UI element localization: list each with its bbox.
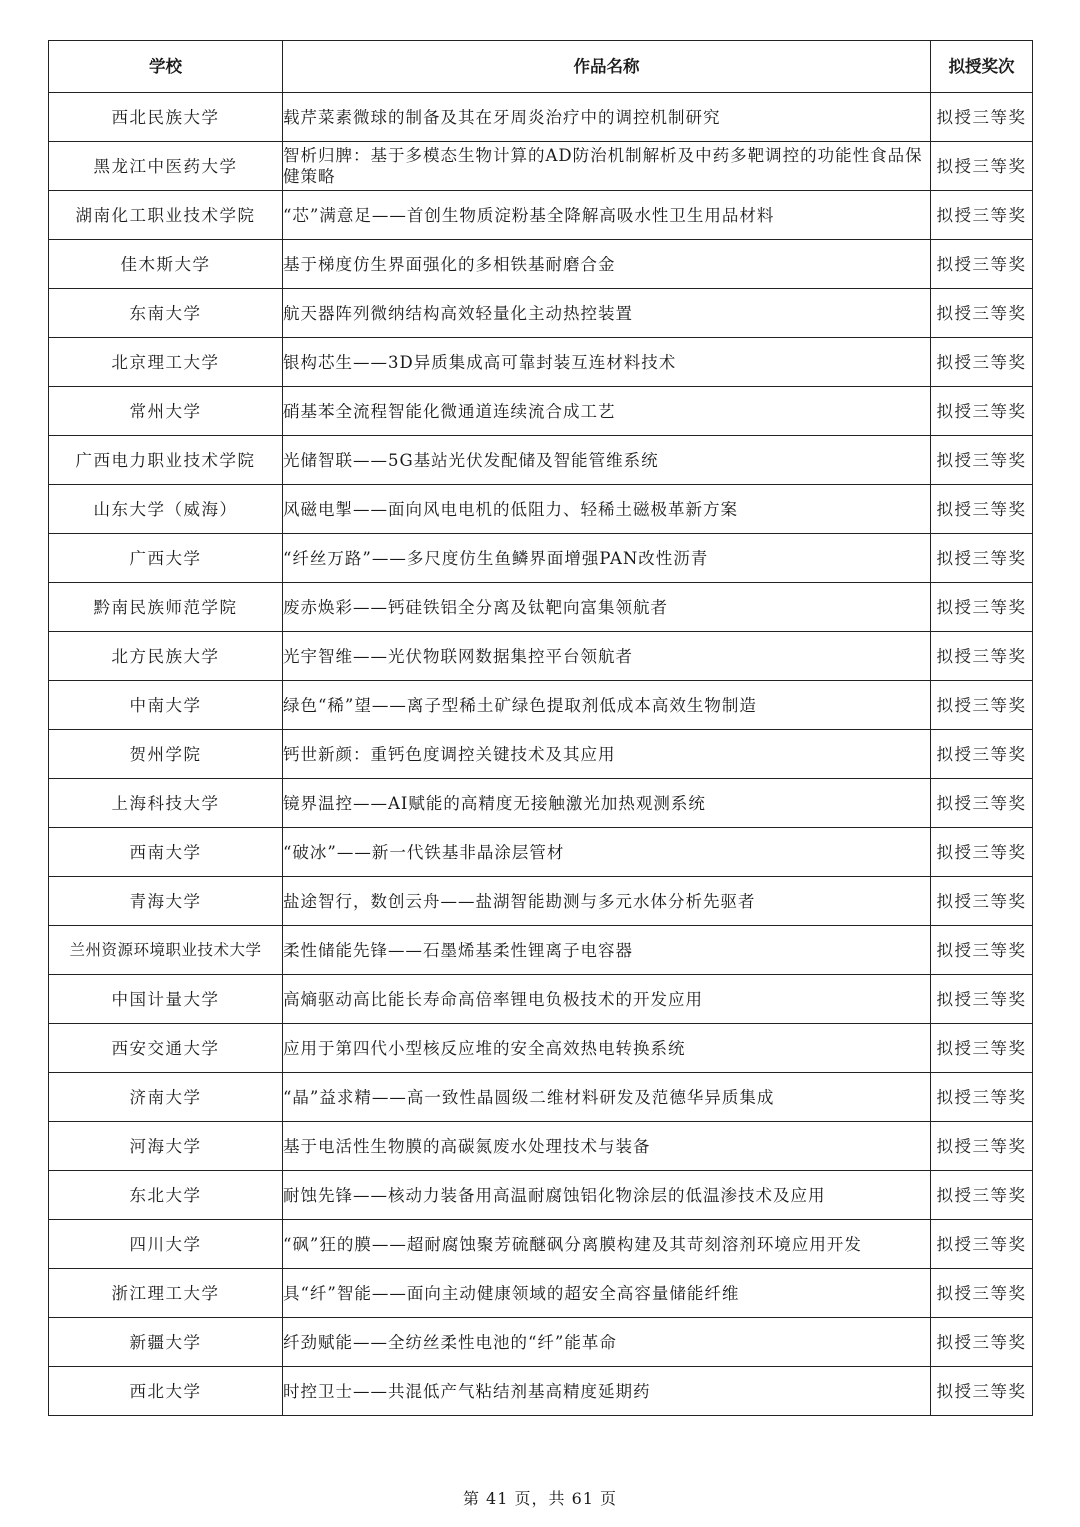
award-level-cell: 拟授三等奖 bbox=[931, 1318, 1033, 1367]
table-row bbox=[49, 779, 1033, 828]
work-title-cell: 银构芯生——3D异质集成高可靠封装互连材料技术 bbox=[283, 338, 931, 387]
school-cell: 常州大学 bbox=[49, 387, 283, 436]
table-row bbox=[49, 681, 1033, 730]
school-cell: 北京理工大学 bbox=[49, 338, 283, 387]
work-title-cell: 风磁电掣——面向风电电机的低阻力、轻稀土磁极革新方案 bbox=[283, 485, 931, 534]
school-cell: 湖南化工职业技术学院 bbox=[49, 191, 283, 240]
work-title-cell: 纤劲赋能——全纺丝柔性电池的“纤”能革命 bbox=[283, 1318, 931, 1367]
award-level-cell: 拟授三等奖 bbox=[931, 485, 1033, 534]
work-title-cell: 具“纤”智能——面向主动健康领域的超安全高容量储能纤维 bbox=[283, 1269, 931, 1318]
table-row bbox=[49, 1024, 1033, 1073]
award-level-cell: 拟授三等奖 bbox=[931, 436, 1033, 485]
school-cell: 青海大学 bbox=[49, 877, 283, 926]
school-cell: 广西电力职业技术学院 bbox=[49, 436, 283, 485]
award-level-cell: 拟授三等奖 bbox=[931, 289, 1033, 338]
header-award-level: 拟授奖次 bbox=[931, 41, 1033, 93]
award-level-cell: 拟授三等奖 bbox=[931, 583, 1033, 632]
table-row bbox=[49, 338, 1033, 387]
school-cell: 西安交通大学 bbox=[49, 1024, 283, 1073]
school-cell: 西北民族大学 bbox=[49, 93, 283, 142]
table-row bbox=[49, 534, 1033, 583]
school-cell: 广西大学 bbox=[49, 534, 283, 583]
work-title-cell: “破冰”——新一代铁基非晶涂层管材 bbox=[283, 828, 931, 877]
school-cell: 东南大学 bbox=[49, 289, 283, 338]
school-cell: 四川大学 bbox=[49, 1220, 283, 1269]
work-title-cell: 高熵驱动高比能长寿命高倍率锂电负极技术的开发应用 bbox=[283, 975, 931, 1024]
school-cell: 浙江理工大学 bbox=[49, 1269, 283, 1318]
work-title-cell: 光储智联——5G基站光伏发配储及智能管维系统 bbox=[283, 436, 931, 485]
work-title-cell: 光宇智维——光伏物联网数据集控平台领航者 bbox=[283, 632, 931, 681]
header-school: 学校 bbox=[49, 41, 283, 93]
award-level-cell: 拟授三等奖 bbox=[931, 1367, 1033, 1416]
table-row bbox=[49, 632, 1033, 681]
award-level-cell: 拟授三等奖 bbox=[931, 926, 1033, 975]
school-cell: 黔南民族师范学院 bbox=[49, 583, 283, 632]
award-level-cell: 拟授三等奖 bbox=[931, 387, 1033, 436]
school-cell: 西北大学 bbox=[49, 1367, 283, 1416]
table-row bbox=[49, 926, 1033, 975]
work-title-cell: 航天器阵列微纳结构高效轻量化主动热控装置 bbox=[283, 289, 931, 338]
school-cell: 中南大学 bbox=[49, 681, 283, 730]
table-row bbox=[49, 142, 1033, 191]
school-cell: 新疆大学 bbox=[49, 1318, 283, 1367]
header-work-title: 作品名称 bbox=[283, 41, 931, 93]
award-level-cell: 拟授三等奖 bbox=[931, 779, 1033, 828]
table-row bbox=[49, 436, 1033, 485]
school-cell: 西南大学 bbox=[49, 828, 283, 877]
award-level-cell: 拟授三等奖 bbox=[931, 338, 1033, 387]
table-row bbox=[49, 93, 1033, 142]
table-row bbox=[49, 1171, 1033, 1220]
school-cell: 兰州资源环境职业技术大学 bbox=[49, 926, 283, 975]
awards-table bbox=[48, 40, 1033, 1416]
award-level-cell: 拟授三等奖 bbox=[931, 142, 1033, 191]
school-cell: 山东大学（威海） bbox=[49, 485, 283, 534]
work-title-cell: 绿色“稀”望——离子型稀土矿绿色提取剂低成本高效生物制造 bbox=[283, 681, 931, 730]
table-row bbox=[49, 1318, 1033, 1367]
table-row bbox=[49, 1367, 1033, 1416]
table-row bbox=[49, 1073, 1033, 1122]
work-title-cell: 硝基苯全流程智能化微通道连续流合成工艺 bbox=[283, 387, 931, 436]
award-level-cell: 拟授三等奖 bbox=[931, 1171, 1033, 1220]
work-title-cell: 应用于第四代小型核反应堆的安全高效热电转换系统 bbox=[283, 1024, 931, 1073]
work-title-cell: 钙世新颜：重钙色度调控关键技术及其应用 bbox=[283, 730, 931, 779]
table-row bbox=[49, 240, 1033, 289]
work-title-cell: “砜”狂的膜——超耐腐蚀聚芳硫醚砜分离膜构建及其苛刻溶剂环境应用开发 bbox=[283, 1220, 931, 1269]
table-row bbox=[49, 975, 1033, 1024]
school-cell: 东北大学 bbox=[49, 1171, 283, 1220]
table-header-row bbox=[49, 41, 1033, 93]
award-level-cell: 拟授三等奖 bbox=[931, 632, 1033, 681]
work-title-cell: 时控卫士——共混低产气粘结剂基高精度延期药 bbox=[283, 1367, 931, 1416]
school-cell: 济南大学 bbox=[49, 1073, 283, 1122]
table-row bbox=[49, 877, 1033, 926]
award-level-cell: 拟授三等奖 bbox=[931, 191, 1033, 240]
table-row bbox=[49, 1269, 1033, 1318]
table-row bbox=[49, 289, 1033, 338]
award-level-cell: 拟授三等奖 bbox=[931, 534, 1033, 583]
school-cell: 贺州学院 bbox=[49, 730, 283, 779]
school-cell: 上海科技大学 bbox=[49, 779, 283, 828]
award-level-cell: 拟授三等奖 bbox=[931, 240, 1033, 289]
work-title-cell: “芯”满意足——首创生物质淀粉基全降解高吸水性卫生用品材料 bbox=[283, 191, 931, 240]
page-footer: 第 41 页，共 61 页 bbox=[462, 1489, 618, 1508]
school-cell: 北方民族大学 bbox=[49, 632, 283, 681]
work-title-cell: 载芹菜素微球的制备及其在牙周炎治疗中的调控机制研究 bbox=[283, 93, 931, 142]
award-level-cell: 拟授三等奖 bbox=[931, 730, 1033, 779]
table-row bbox=[49, 583, 1033, 632]
work-title-cell: 废赤焕彩——钙硅铁铝全分离及钛靶向富集领航者 bbox=[283, 583, 931, 632]
award-level-cell: 拟授三等奖 bbox=[931, 975, 1033, 1024]
work-title-cell: 智析归脾：基于多模态生物计算的AD防治机制解析及中药多靶调控的功能性食品保健策略 bbox=[283, 142, 931, 191]
work-title-cell: 基于电活性生物膜的高碳氮废水处理技术与装备 bbox=[283, 1122, 931, 1171]
table-row bbox=[49, 730, 1033, 779]
work-title-cell: 耐蚀先锋——核动力装备用高温耐腐蚀铝化物涂层的低温渗技术及应用 bbox=[283, 1171, 931, 1220]
table-row bbox=[49, 1220, 1033, 1269]
award-level-cell: 拟授三等奖 bbox=[931, 1122, 1033, 1171]
award-level-cell: 拟授三等奖 bbox=[931, 877, 1033, 926]
award-level-cell: 拟授三等奖 bbox=[931, 1073, 1033, 1122]
award-level-cell: 拟授三等奖 bbox=[931, 681, 1033, 730]
work-title-cell: 基于梯度仿生界面强化的多相铁基耐磨合金 bbox=[283, 240, 931, 289]
work-title-cell: 柔性储能先锋——石墨烯基柔性锂离子电容器 bbox=[283, 926, 931, 975]
school-cell: 中国计量大学 bbox=[49, 975, 283, 1024]
award-level-cell: 拟授三等奖 bbox=[931, 1220, 1033, 1269]
award-level-cell: 拟授三等奖 bbox=[931, 93, 1033, 142]
work-title-cell: 盐途智行，数创云舟——盐湖智能勘测与多元水体分析先驱者 bbox=[283, 877, 931, 926]
table-row bbox=[49, 191, 1033, 240]
work-title-cell: “晶”益求精——高一致性晶圆级二维材料研发及范德华异质集成 bbox=[283, 1073, 931, 1122]
school-cell: 佳木斯大学 bbox=[49, 240, 283, 289]
work-title-cell: 镜界温控——AI赋能的高精度无接触激光加热观测系统 bbox=[283, 779, 931, 828]
table-body bbox=[49, 93, 1033, 1416]
work-title-cell: “纤丝万路”——多尺度仿生鱼鳞界面增强PAN改性沥青 bbox=[283, 534, 931, 583]
table-row bbox=[49, 828, 1033, 877]
school-cell: 黑龙江中医药大学 bbox=[49, 142, 283, 191]
table-row bbox=[49, 485, 1033, 534]
award-level-cell: 拟授三等奖 bbox=[931, 1269, 1033, 1318]
table-row bbox=[49, 387, 1033, 436]
school-cell: 河海大学 bbox=[49, 1122, 283, 1171]
award-level-cell: 拟授三等奖 bbox=[931, 828, 1033, 877]
award-level-cell: 拟授三等奖 bbox=[931, 1024, 1033, 1073]
table-row bbox=[49, 1122, 1033, 1171]
